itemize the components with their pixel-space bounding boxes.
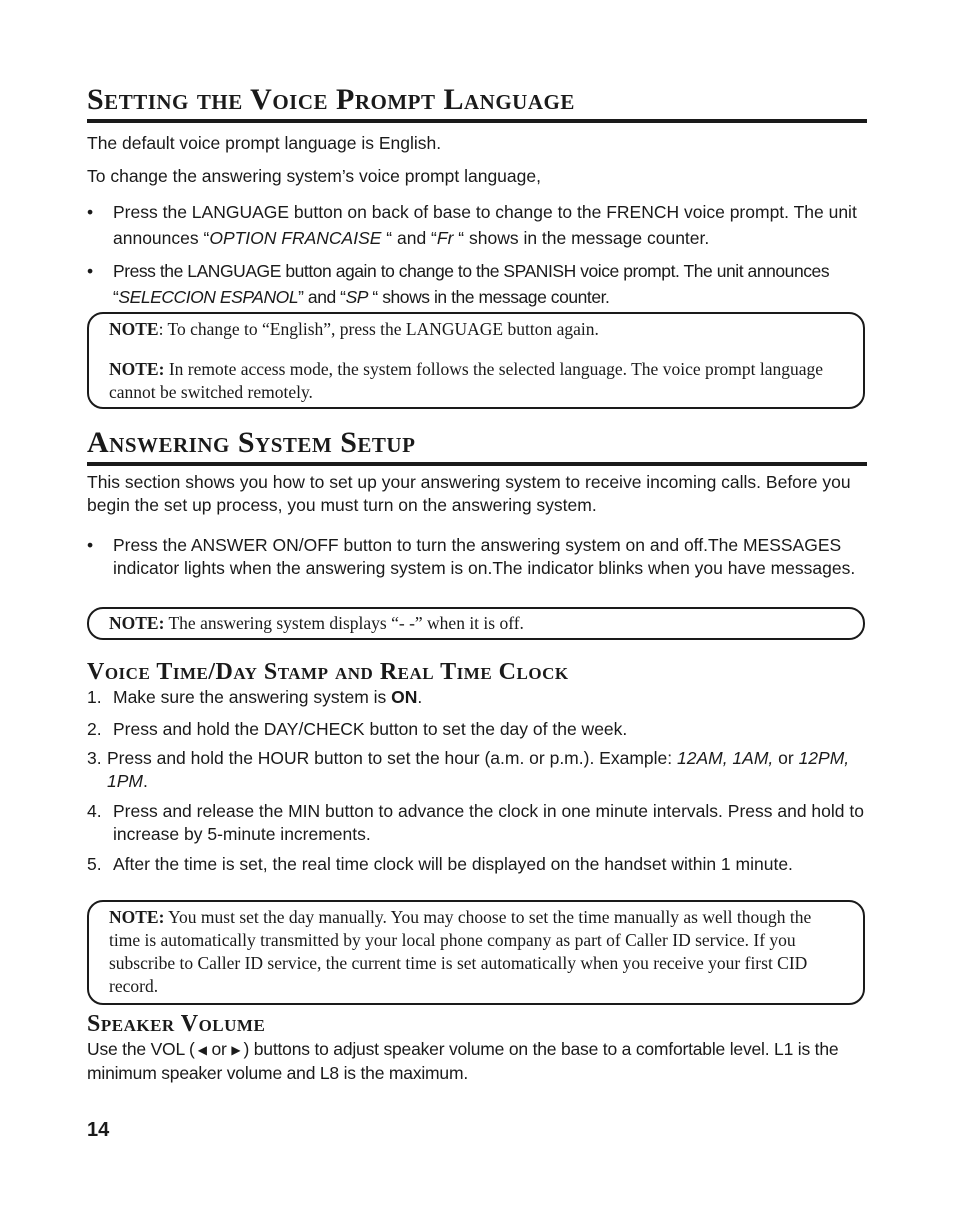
step-3: 3. Press and hold the HOUR button to set the hour (a.m. or p.m.). Example: 12AM, 1AM, or 12PM, 1PM. bbox=[87, 748, 850, 791]
bullet-dot: • bbox=[87, 202, 94, 222]
section-title-time-day-stamp: Voice Time/Day Stamp and Real Time Clock bbox=[87, 659, 569, 685]
bullet-french: • Press the LANGUAGE button on back of base to change to the FRENCH voice prompt. The unit announces “OPTION FRANCAISE “ and “Fr “ shows in the message counter. bbox=[87, 199, 867, 251]
bullet-spanish: • Press the LANGUAGE button again to change to the SPANISH voice prompt. The unit announces “SELECCION ESPANOL” and “SP “ shows in the message counter. bbox=[87, 258, 867, 310]
section-title-voice-prompt-language: Setting the Voice Prompt Language bbox=[87, 83, 867, 123]
step-2: 2. Press and hold the DAY/CHECK button to set the day of the week. bbox=[87, 719, 628, 739]
note-box-set-day: NOTE: You must set the day manually. You may choose to set the time manually as well though the time is automatically transmitted by your local phone company as part of Caller ID service. If you subscribe to Caller ID service, the current time is set automatically when you receive your first CID record. bbox=[87, 900, 865, 1005]
bullet-answer-on-off: • Press the ANSWER ON/OFF button to turn the answering system on and off.The MESSAGES indicator lights when the answering system is on.The indicator blinks when you have messages. bbox=[87, 535, 856, 578]
section-title-speaker-volume: Speaker Volume bbox=[87, 1011, 266, 1037]
paragraph-default-language: The default voice prompt language is English. bbox=[87, 133, 442, 153]
triangle-right-icon: ▶ bbox=[231, 1043, 244, 1057]
paragraph-change-language: To change the answering system’s voice prompt language, bbox=[87, 166, 541, 186]
note-box-language: NOTE: To change to “English”, press the LANGUAGE button again. NOTE: In remote access mode, the system follows the selected language. The voice prompt language cannot be switched remotely. bbox=[87, 312, 865, 409]
bullet-dot: • bbox=[87, 535, 94, 555]
page-number: 14 bbox=[87, 1119, 110, 1141]
step-4: 4. Press and release the MIN button to advance the clock in one minute intervals. Press and hold to increase by 5-minute increments. bbox=[87, 801, 864, 844]
section-title-answering-system-setup: Answering System Setup bbox=[87, 426, 867, 466]
paragraph-setup-intro: This section shows you how to set up your answering system to receive incoming calls. Before you begin the set up process, you must turn on the answering system. bbox=[87, 472, 851, 515]
paragraph-speaker-volume: Use the VOL ( ◀ or ▶ ) buttons to adjust speaker volume on the base to a comfortable level. L1 is the minimum speaker volume and L8 is the maximum. bbox=[87, 1039, 839, 1083]
note-box-answering-off: NOTE: The answering system displays “- -” when it is off. bbox=[87, 607, 865, 640]
step-5: 5. After the time is set, the real time clock will be displayed on the handset within 1 minute. bbox=[87, 854, 793, 874]
step-1: 1. Make sure the answering system is ON. bbox=[87, 687, 423, 707]
bullet-dot: • bbox=[87, 261, 93, 281]
triangle-left-icon: ◀ bbox=[194, 1043, 207, 1057]
